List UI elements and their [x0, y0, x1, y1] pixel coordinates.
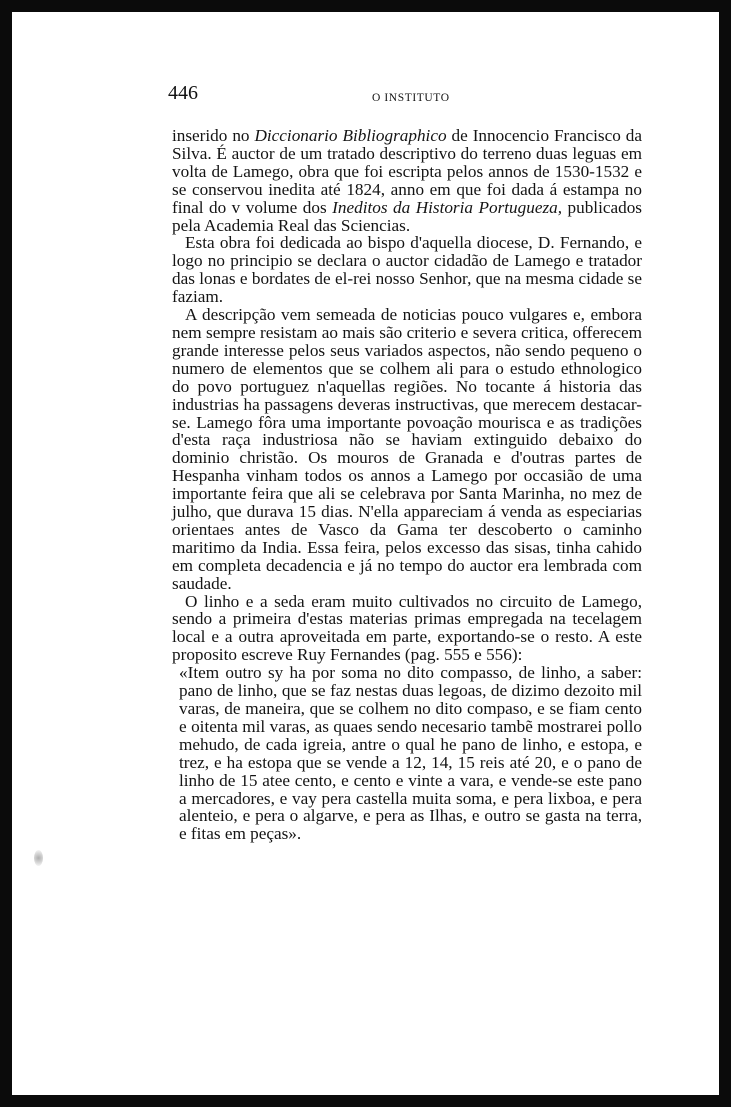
paragraph	[172, 306, 642, 593]
scan-smudge	[34, 850, 43, 866]
text-run: de Innocencio Francisco da Silva. É auctor de um tratado descriptivo do terreno duas leguas em volta de Lamego, obra que foi escripta pelos annos de 1530-1532 e se conservou inedita até 1824, anno em que foi dada á estampa no final do v volume dos	[172, 126, 642, 217]
text-run: «Item outro sy ha por soma no dito compasso, de linho, a saber: pano de linho, que se faz nestas duas legoas, de dizimo dezoito mil varas, de maneira, que se colhem no dito compaso, e se fiam cento e oitenta mil varas, as quaes sendo necesario tambẽ mostrarei pollo mehudo, de cada igreia, antre o qual he pano de linho, e estopa, e trez, e ha estopa que se vende a 12, 14, 15 reis até 20, e o pano de linho de 15 atee cento, e cento e vinte a vara, e vende-se este pano a mercadores, e vay pera castella muita soma, e pera lixboa, e pera alenteio, e pera o algarve, e pera as Ilhas, e outro se gasta na terra, e fitas em peças».	[179, 663, 642, 844]
text-run: O linho e a seda eram muito cultivados no circuito de Lamego, sendo a primeira d'estas materias primas empregada na tecelagem local e a outra aproveitada em parte, exportando-se o resto. A este proposito escreve Ruy Fernandes (pag. 555 e 556):	[172, 591, 642, 665]
text-run: inserido no	[172, 126, 255, 145]
text-run: publicados pela Academia Real das Sciencias.	[172, 197, 642, 235]
running-title: O INSTITUTO	[372, 92, 450, 104]
paragraph	[172, 127, 642, 234]
text-run: A descripção vem semeada de noticias pouco vulgares e, embora nem sempre resistam ao mais são criterio e severa critica, offerecem grande interesse pelos seus variados aspectos, não sendo pequeno o numero de elementos que se colhem ali para o estudo ethnologico do povo portuguez n'aquellas regiões. No tocante á historia das industrias ha passagens deveras instructivas, que merecem destacar-se. Lamego fôra uma importante povoação mourisca e as tradições d'esta raça industriosa não se haviam extinguido debaixo do dominio christão. Os mouros de Granada e d'outras partes de Hespanha vinham todos os annos a Lamego por occasião de uma importante feira que ali se celebrava por Santa Marinha, no mez de julho, que durava 15 dias. N'ella appareciam á venda as especiarias orientaes antes de Vasco da Gama ter descoberto o caminho maritimo da India. Essa feira, pelos excesso das sisas, tinha cahido em completa decadencia e já no tempo do auctor era lembrada com saudade.	[172, 305, 642, 593]
body-text	[172, 127, 642, 843]
text-run: Esta obra foi dedicada ao bispo d'aquella diocese, D. Fernando, e logo no principio se declara o auctor cidadão de Lamego e tratador das lonas e bordates de el-rei nosso Senhor, que na mesma cidade se faziam.	[172, 233, 642, 307]
book-page	[12, 12, 719, 1095]
paragraph	[172, 593, 642, 665]
page-number: 446	[168, 82, 198, 104]
paragraph	[172, 664, 642, 843]
paragraph	[172, 234, 642, 306]
page-header	[168, 82, 472, 114]
italic-title: Ineditos da Historia Portugueza,	[332, 197, 563, 217]
italic-title: Diccionario Bibliographico	[254, 126, 447, 145]
